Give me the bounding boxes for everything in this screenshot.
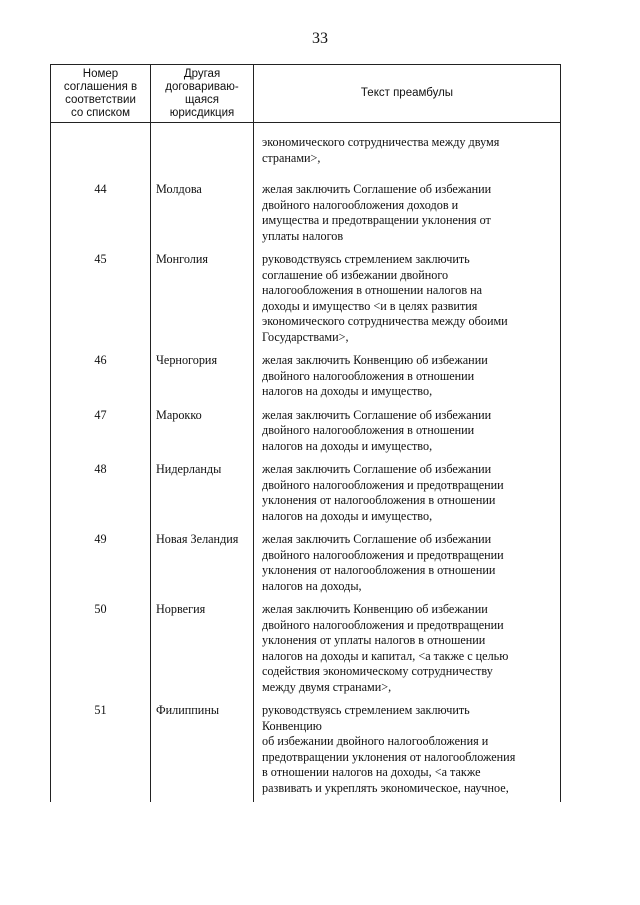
text-line: руководствуясь стремлением заключить <box>262 252 470 266</box>
text-line: экономического сотрудничества между двумя <box>262 135 500 149</box>
agreement-number: 50 <box>51 600 151 701</box>
text-line: Государствами>, <box>262 329 349 344</box>
table-body <box>51 123 561 803</box>
agreement-number: 51 <box>51 701 151 802</box>
header-line: Номер <box>82 67 119 80</box>
jurisdiction <box>151 123 254 181</box>
preamble-text <box>254 351 561 406</box>
text-line: уклонения от налогообложения в отношении <box>262 563 496 577</box>
header-jurisdiction <box>151 65 254 123</box>
text-line: Конвенцию <box>262 718 322 733</box>
jurisdiction: Молдова <box>151 180 254 250</box>
text-line: содействия экономическому сотрудничеству <box>262 664 493 678</box>
agreement-number: 49 <box>51 530 151 600</box>
jurisdiction: Норвегия <box>151 600 254 701</box>
header-line: щаяся <box>184 93 220 106</box>
text-line: желая заключить Конвенцию об избежании <box>262 602 488 616</box>
table-row <box>51 351 561 406</box>
text-line: об избежании двойного налогообложения и <box>262 734 489 748</box>
text-line: руководствуясь стремлением заключить <box>262 703 470 717</box>
preamble-text <box>254 530 561 600</box>
text-line: налогообложения в отношении налогов на <box>262 283 483 297</box>
header-line: юрисдикция <box>169 106 235 119</box>
jurisdiction: Монголия <box>151 250 254 351</box>
agreement-number: 46 <box>51 351 151 406</box>
text-line: двойного налогообложения в отношении <box>262 368 475 383</box>
preamble-text <box>254 460 561 530</box>
agreement-number: 48 <box>51 460 151 530</box>
header-line: соглашения в <box>63 80 138 93</box>
preamble-text <box>254 123 561 181</box>
header-line: со списком <box>70 106 131 119</box>
table-row <box>51 180 561 250</box>
header-line: Текст преамбулы <box>360 87 454 99</box>
text-line: налогов на доходы и имущество, <box>262 438 433 453</box>
table-row <box>51 250 561 351</box>
preamble-text <box>254 600 561 701</box>
agreement-number: 47 <box>51 406 151 461</box>
text-line: уклонения от налогообложения в отношении <box>262 493 496 507</box>
text-line: желая заключить Соглашение об избежании <box>262 462 492 476</box>
text-line: желая заключить Соглашение об избежании <box>262 532 492 546</box>
table-row <box>51 460 561 530</box>
text-line: налогов на доходы и капитал, <а также с целью <box>262 648 509 663</box>
jurisdiction: Черногория <box>151 351 254 406</box>
text-line: желая заключить Конвенцию об избежании <box>262 353 488 367</box>
text-line: желая заключить Соглашение об избежании <box>262 182 492 196</box>
header-agreement-number <box>51 65 151 123</box>
header-line: договариваю- <box>165 80 239 93</box>
table-row <box>51 530 561 600</box>
table-row-continuation <box>51 123 561 181</box>
preamble-text <box>254 701 561 802</box>
text-line: соглашение об избежании двойного <box>262 267 449 282</box>
jurisdiction: Филиппины <box>151 701 254 802</box>
table-row <box>51 406 561 461</box>
header-line: соответствии <box>65 93 136 106</box>
text-line: между двумя странами>, <box>262 679 392 694</box>
text-line: предотвращении уклонения от налогообложения <box>262 749 516 764</box>
preamble-text <box>254 250 561 351</box>
text-line: имущества и предотвращении уклонения от <box>262 213 491 227</box>
agreement-number <box>51 123 151 181</box>
preamble-table <box>50 64 561 802</box>
preamble-text <box>254 180 561 250</box>
text-line: развивать и укреплять экономическое, научное, <box>262 780 509 795</box>
jurisdiction: Нидерланды <box>151 460 254 530</box>
page-number: 33 <box>312 30 328 47</box>
text-line: уплаты налогов <box>262 228 344 243</box>
text-line: двойного налогообложения и предотвращении <box>262 477 504 492</box>
preamble-text <box>254 406 561 461</box>
text-line: доходы и имущество <и в целях развития <box>262 298 478 313</box>
text-line: налогов на доходы, <box>262 578 362 593</box>
text-line: налогов на доходы и имущество, <box>262 508 433 523</box>
text-line: двойного налогообложения доходов и <box>262 197 459 212</box>
text-line: налогов на доходы и имущество, <box>262 384 433 398</box>
agreement-number: 44 <box>51 180 151 250</box>
text-line: уклонения от уплаты налогов в отношении <box>262 633 486 647</box>
table-row <box>51 600 561 701</box>
text-line: двойного налогообложения и предотвращении <box>262 547 504 562</box>
text-line: двойного налогообложения и предотвращении <box>262 617 504 632</box>
text-line: двойного налогообложения в отношении <box>262 423 475 437</box>
text-line: экономического сотрудничества между обоими <box>262 314 508 328</box>
header-line: Другая <box>183 67 221 80</box>
table-row <box>51 701 561 802</box>
header-preamble-text <box>254 65 561 123</box>
jurisdiction: Новая Зеландия <box>151 530 254 600</box>
agreement-number: 45 <box>51 250 151 351</box>
jurisdiction: Марокко <box>151 406 254 461</box>
text-line: странами>, <box>262 150 321 165</box>
text-line: в отношении налогов на доходы, <а также <box>262 765 481 779</box>
table-header <box>51 65 561 123</box>
text-line: желая заключить Соглашение об избежании <box>262 407 492 422</box>
